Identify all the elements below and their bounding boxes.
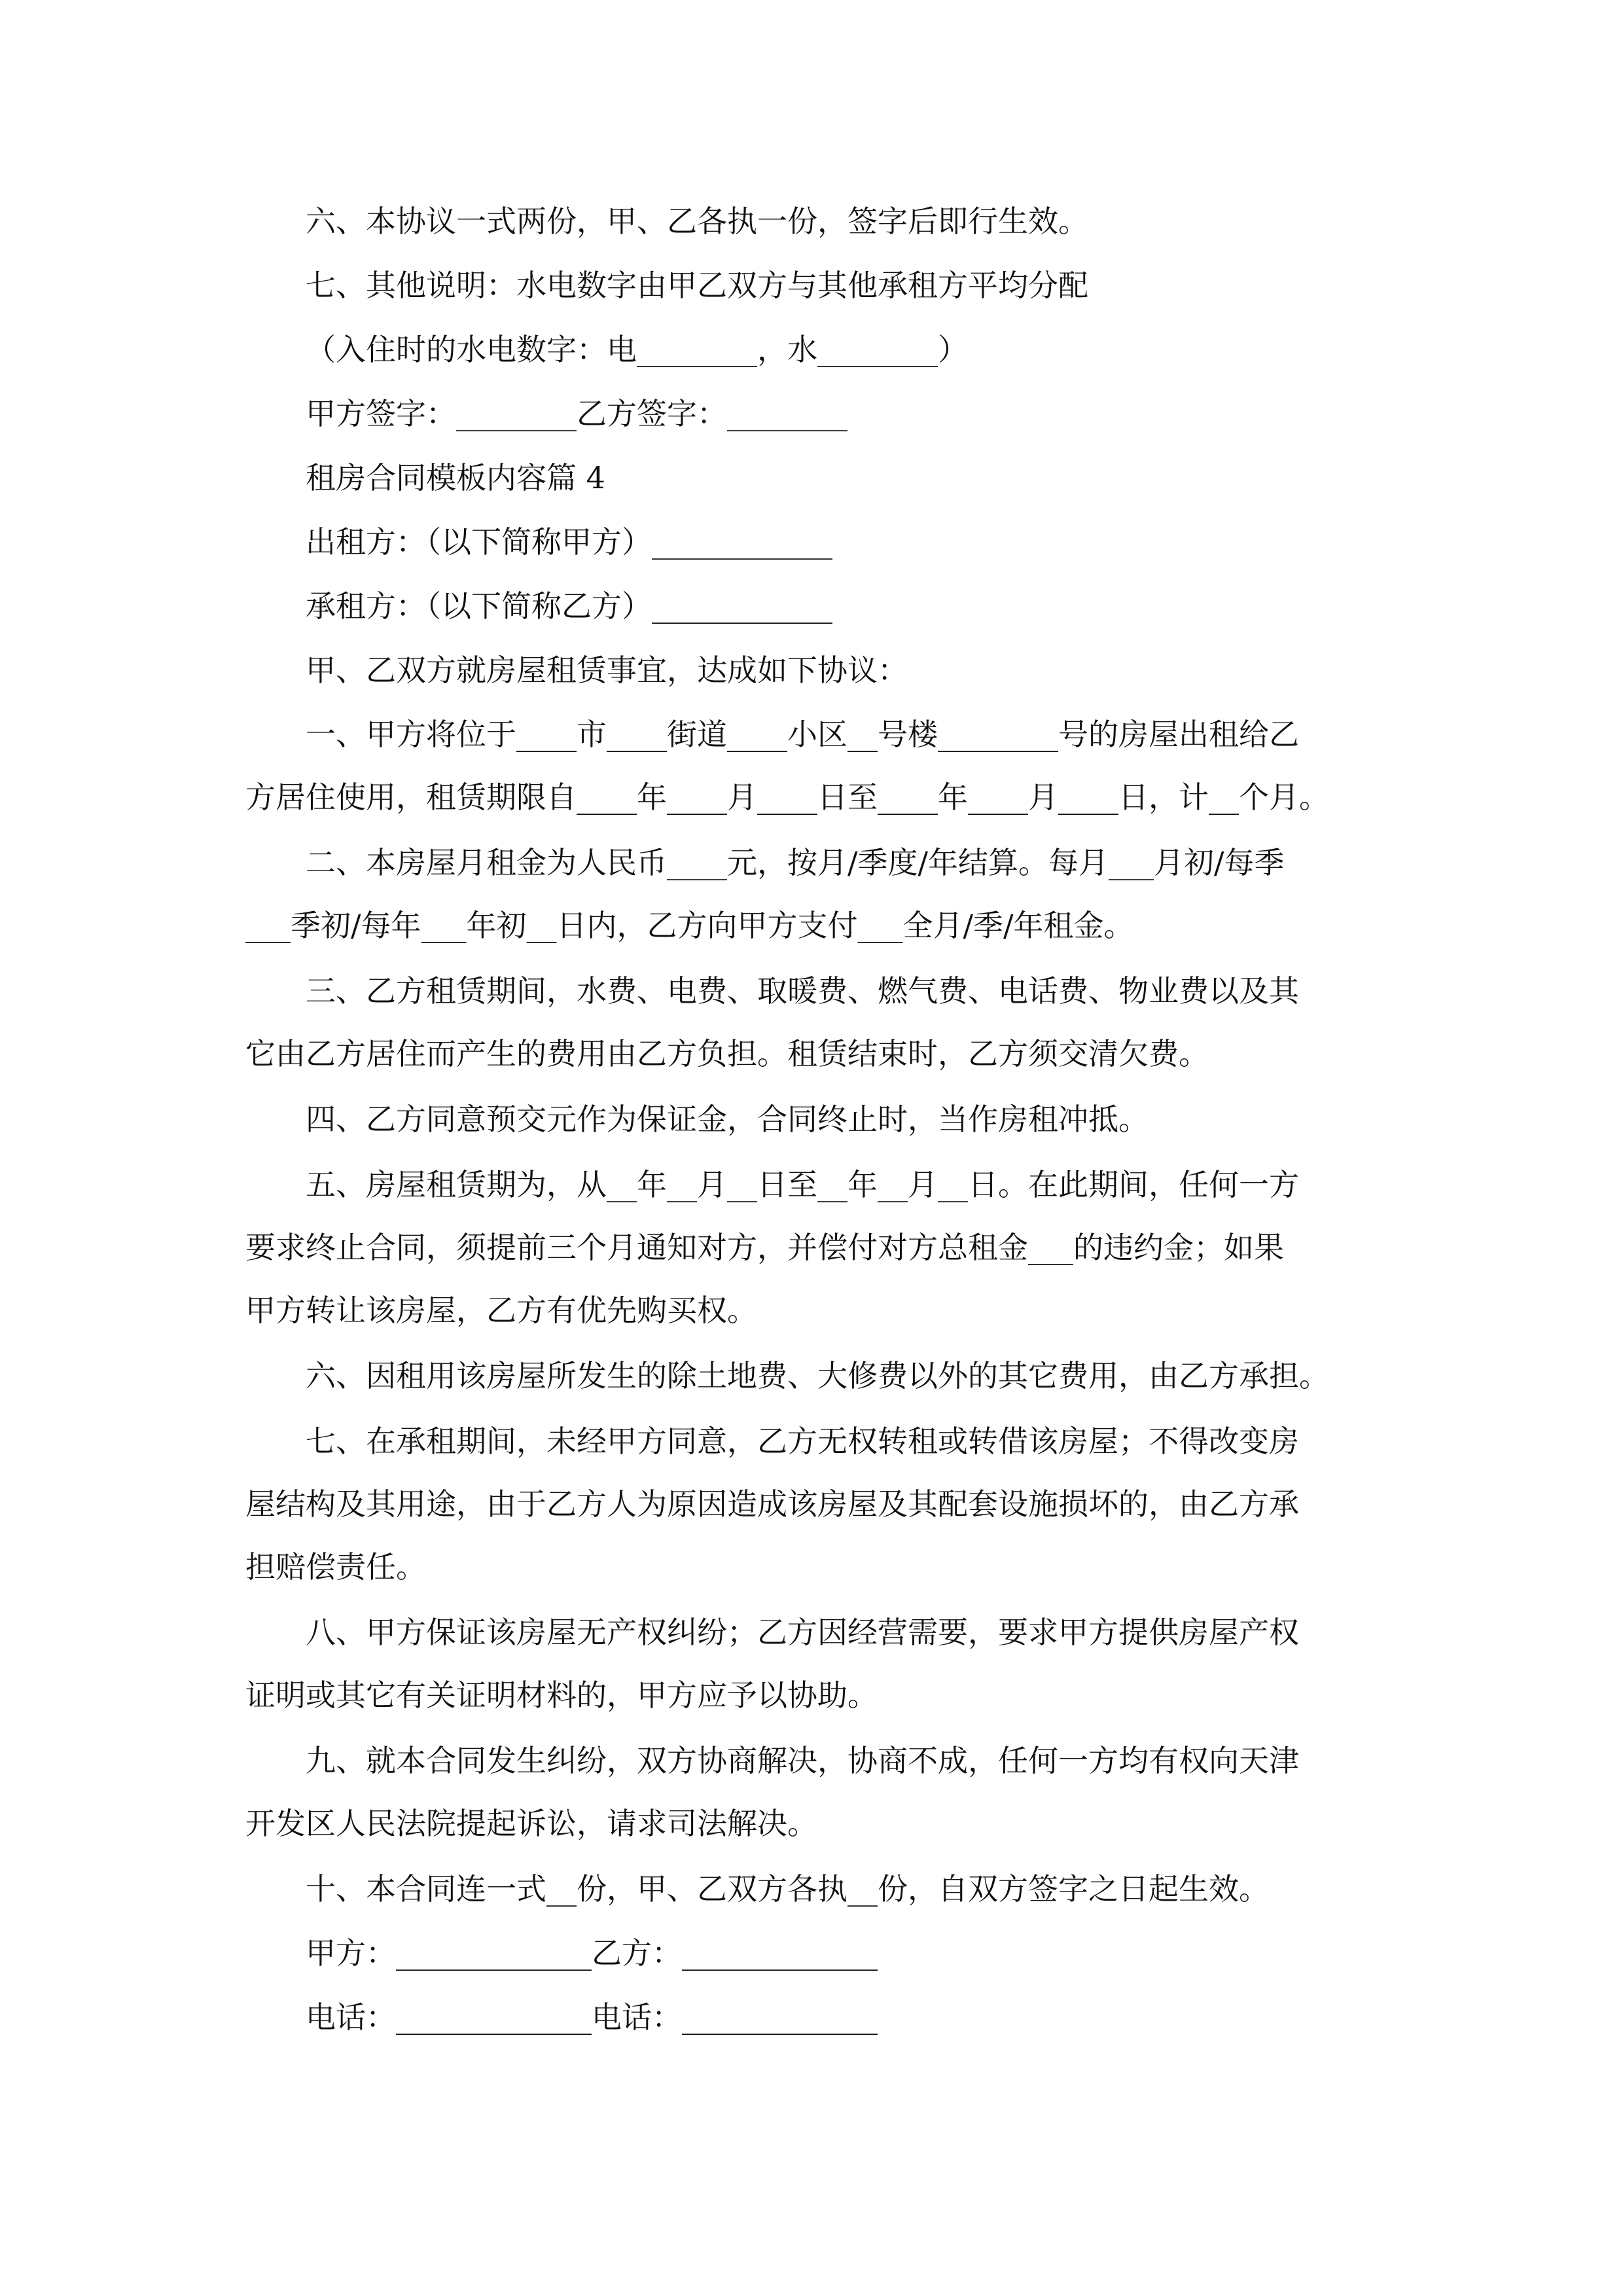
clause-5-line-1: 五、房屋租赁期为，从__年__月__日至__年__月__日。在此期间，任何一方 [306, 1167, 1299, 1202]
clause-2-line-1: 二、本房屋月租金为人民币____元，按月/季度/年结算。每月___月初/每季 [306, 845, 1285, 880]
clause-2-line-2: ___季初/每年___年初__日内，乙方向甲方支付___全月/季/年租金。 [245, 908, 1134, 943]
document-body [245, 190, 1387, 2049]
clause-7-line-2: 屋结构及其用途，由于乙方人为原因造成该房屋及其配套设施损坏的，由乙方承 [245, 1486, 1299, 1522]
lessor-line: 出租方：（以下简称甲方）____________ [306, 524, 832, 560]
signature-line: 甲方签字：________乙方签字：________ [306, 396, 847, 431]
meter-readings-line: （入住时的水电数字：电________，水________） [306, 332, 968, 367]
clause-10: 十、本合同连一式__份，甲、乙双方各执__份，自双方签字之日起生效。 [306, 1871, 1269, 1907]
clause-3-line-1: 三、乙方租赁期间，水费、电费、取暖费、燃气费、电话费、物业费以及其 [306, 973, 1299, 1009]
clause-6-copies: 六、本协议一式两份，甲、乙各执一份，签字后即行生效。 [306, 204, 1088, 239]
lessee-line: 承租方：（以下简称乙方）____________ [306, 588, 832, 624]
clause-9-line-1: 九、就本合同发生纠纷，双方协商解决，协商不成，任何一方均有权向天津 [306, 1743, 1299, 1778]
clause-1-line-1: 一、甲方将位于____市____街道____小区__号楼________号的房屋出租给乙 [306, 717, 1299, 752]
clause-8-line-2: 证明或其它有关证明材料的，甲方应予以协助。 [245, 1677, 878, 1713]
clause-8-line-1: 八、甲方保证该房屋无产权纠纷；乙方因经营需要，要求甲方提供房屋产权 [306, 1615, 1299, 1650]
clause-4: 四、乙方同意预交元作为保证金，合同终止时，当作房租冲抵。 [306, 1102, 1149, 1137]
agreement-intro: 甲、乙双方就房屋租赁事宜，达成如下协议： [306, 653, 908, 688]
section-heading: 租房合同模板内容篇 4 [306, 460, 605, 495]
clause-5-line-2: 要求终止合同，须提前三个月通知对方，并偿付对方总租金___的违约金；如果 [245, 1230, 1284, 1265]
party-signature-line: 甲方：_____________乙方：_____________ [306, 1935, 878, 1971]
phone-line: 电话：_____________电话：_____________ [306, 2000, 878, 2035]
clause-7-other-notes: 七、其他说明：水电数字由甲乙双方与其他承租方平均分配 [306, 268, 1088, 303]
clause-5-line-3: 甲方转让该房屋，乙方有优先购买权。 [245, 1293, 757, 1328]
clause-7-line-3: 担赔偿责任。 [245, 1549, 426, 1585]
clause-6-fees: 六、因租用该房屋所发生的除土地费、大修费以外的其它费用，由乙方承担。 [306, 1358, 1329, 1393]
clause-7-line-1: 七、在承租期间，未经甲方同意，乙方无权转租或转借该房屋；不得改变房 [306, 1424, 1299, 1459]
clause-9-line-2: 开发区人民法院提起诉讼，请求司法解决。 [245, 1806, 817, 1841]
clause-3-line-2: 它由乙方居住而产生的费用由乙方负担。租赁结束时，乙方须交清欠费。 [245, 1036, 1209, 1071]
clause-1-line-2: 方居住使用，租赁期限自____年____月____日至____年____月____日，计__个月。 [245, 780, 1329, 815]
